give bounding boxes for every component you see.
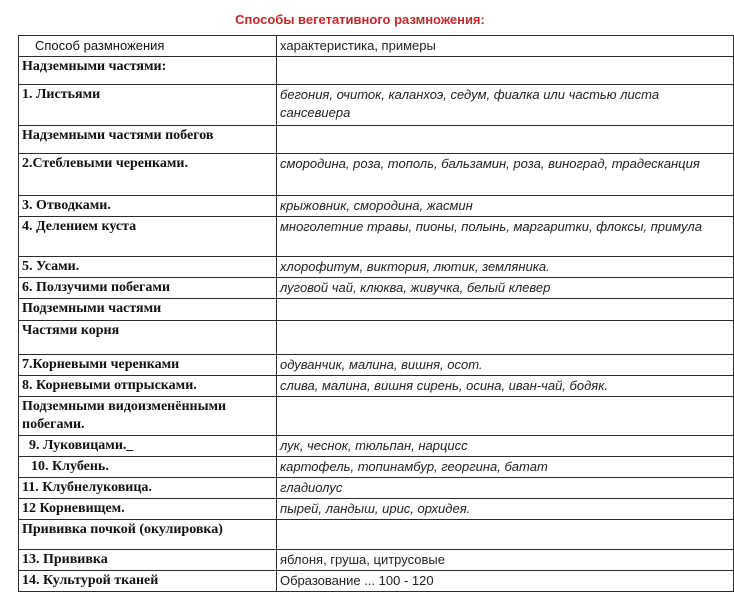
table-row: [19, 217, 734, 257]
row-examples: [277, 126, 734, 154]
table-row: [19, 154, 734, 196]
table-row: [19, 520, 734, 550]
row-examples: крыжовник, смородина, жасмин: [277, 196, 734, 217]
page-title: Способы вегетативного размножения:: [235, 12, 485, 27]
row-examples: пырей, ландыш, ирис, орхидея.: [277, 499, 734, 520]
row-method: 10. Клубень.: [19, 457, 277, 478]
row-method: Подземными видоизменёнными побегами.: [19, 397, 277, 436]
row-examples: [277, 321, 734, 355]
row-examples: [277, 299, 734, 321]
row-method: 7.Корневыми черенками: [19, 355, 277, 376]
table-row: [19, 397, 734, 436]
methods-table: [18, 35, 734, 592]
methods-table-container: [18, 35, 714, 592]
table-row: [19, 126, 734, 154]
row-method: Частями корня: [19, 321, 277, 355]
row-examples: [277, 397, 734, 436]
row-examples: одуванчик, малина, вишня, осот.: [277, 355, 734, 376]
row-method: Надземными частями побегов: [19, 126, 277, 154]
table-row: [19, 355, 734, 376]
row-method: 4. Делением куста: [19, 217, 277, 257]
row-examples: яблоня, груша, цитрусовые: [277, 550, 734, 571]
table-row: [19, 550, 734, 571]
row-method: 13. Прививка: [19, 550, 277, 571]
row-examples: хлорофитум, виктория, лютик, земляника.: [277, 257, 734, 278]
row-method: 6. Ползучими побегами: [19, 278, 277, 299]
row-method: 3. Отводками.: [19, 196, 277, 217]
row-method: 1. Листьями: [19, 85, 277, 126]
row-examples: смородина, роза, тополь, бальзамин, роза, виноград, традесканция: [277, 154, 734, 196]
row-examples: гладиолус: [277, 478, 734, 499]
row-method: Подземными частями: [19, 299, 277, 321]
row-examples: лук, чеснок, тюльпан, нарцисс: [277, 436, 734, 457]
row-method: 11. Клубнелуковица.: [19, 478, 277, 499]
table-row: [19, 436, 734, 457]
table-row: [19, 376, 734, 397]
header-method: Способ размножения: [19, 36, 277, 57]
row-method: 12 Корневищем.: [19, 499, 277, 520]
table-row: [19, 571, 734, 592]
row-examples: [277, 520, 734, 550]
table-row: [19, 299, 734, 321]
row-method: 14. Культурой тканей: [19, 571, 277, 592]
row-examples: картофель, топинамбур, георгина, батат: [277, 457, 734, 478]
table-row: [19, 196, 734, 217]
row-method: Надземными частями:: [19, 57, 277, 85]
table-row: [19, 257, 734, 278]
header-examples: характеристика, примеры: [277, 36, 734, 57]
row-method: 2.Стеблевыми черенками.: [19, 154, 277, 196]
table-row: [19, 278, 734, 299]
table-row: [19, 57, 734, 85]
row-examples: луговой чай, клюква, живучка, белый клевер: [277, 278, 734, 299]
row-examples: бегония, очиток, каланхоэ, седум, фиалка или частью листа сансевиера: [277, 85, 734, 126]
table-row: [19, 457, 734, 478]
table-row: [19, 321, 734, 355]
row-examples: слива, малина, вишня сирень, осина, иван-чай, бодяк.: [277, 376, 734, 397]
row-method: 8. Корневыми отпрысками.: [19, 376, 277, 397]
row-method: Прививка почкой (окулировка): [19, 520, 277, 550]
row-method: 5. Усами.: [19, 257, 277, 278]
table-row: [19, 478, 734, 499]
table-row: [19, 499, 734, 520]
row-method: 9. Луковицами._: [19, 436, 277, 457]
row-examples: Образование ... 100 - 120: [277, 571, 734, 592]
row-examples: [277, 57, 734, 85]
row-examples: многолетние травы, пионы, полынь, маргаритки, флоксы, примула: [277, 217, 734, 257]
table-header-row: [19, 36, 734, 57]
table-row: [19, 85, 734, 126]
